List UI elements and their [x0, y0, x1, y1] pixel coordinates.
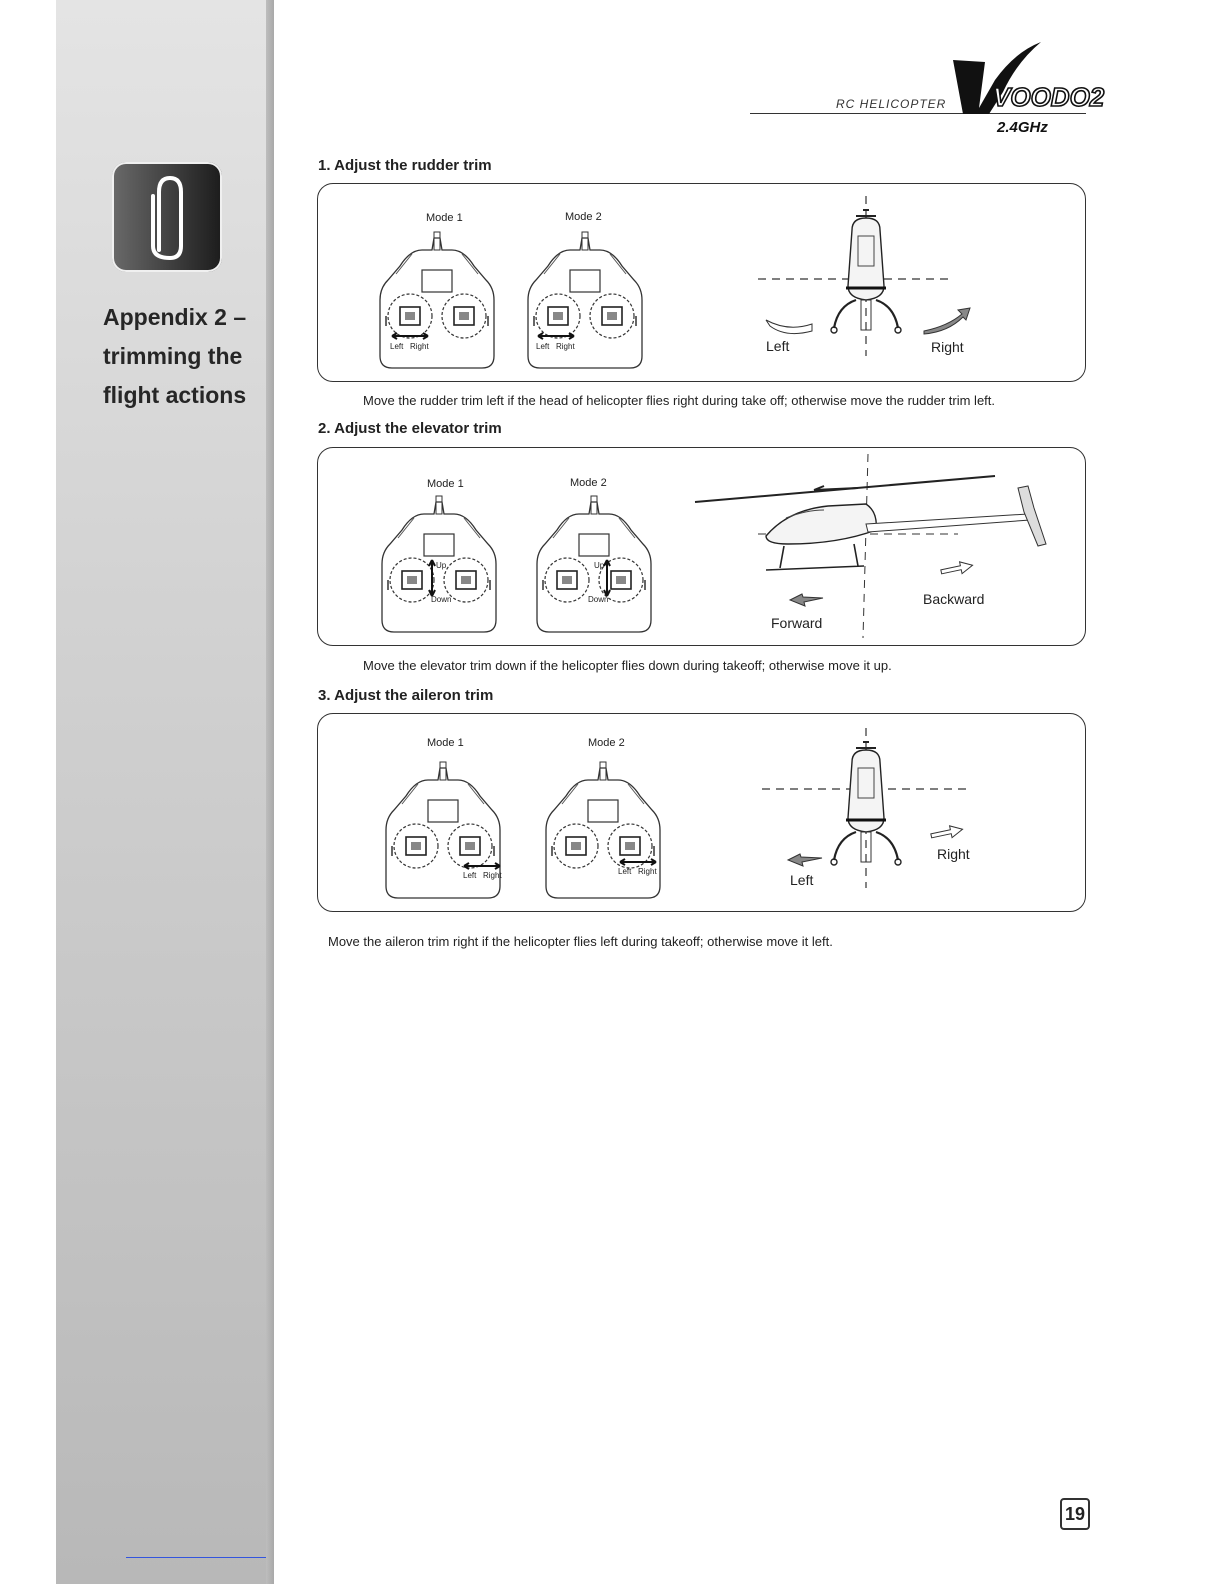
- page-number: 19: [1060, 1498, 1090, 1530]
- section-title-aileron: 3. Adjust the aileron trim: [318, 687, 494, 704]
- trim-up-label: Up: [436, 561, 447, 570]
- trim-right-label: Right: [410, 342, 429, 351]
- mode1-label: Mode 1: [427, 478, 464, 490]
- mode2-label: Mode 2: [588, 737, 625, 749]
- trim-left-label: Left: [463, 871, 477, 880]
- section-title-elevator: 2. Adjust the elevator trim: [318, 420, 502, 437]
- elevator-diagram-panel: [317, 447, 1086, 646]
- trim-left-label: Left: [390, 342, 404, 351]
- slide-right-arrow-icon: [930, 823, 964, 841]
- aileron-caption: Move the aileron trim right if the helicopter flies left during takeoff; otherwise move it left.: [328, 934, 833, 949]
- trim-left-label: Left: [536, 342, 550, 351]
- appendix-title-line: Appendix 2 –: [103, 304, 247, 330]
- direction-right-label: Right: [937, 846, 970, 862]
- left-right-arrow-icon: [392, 333, 574, 339]
- header-product-label: RC HELICOPTER: [836, 97, 947, 111]
- transmitter-mode2: [546, 762, 660, 898]
- page-header: [750, 40, 1105, 140]
- direction-left-label: Left: [790, 872, 814, 888]
- rotate-right-arrow-icon: [924, 308, 970, 334]
- direction-forward-label: Forward: [771, 615, 823, 631]
- mode2-label: Mode 2: [570, 477, 607, 489]
- elevator-caption: Move the elevator trim down if the helicopter flies down during takeoff; otherwise move it up.: [363, 658, 892, 673]
- helicopter-front-illustration: [831, 196, 901, 356]
- section-title-rudder: 1. Adjust the rudder trim: [318, 157, 492, 174]
- helicopter-front-illustration: [831, 728, 901, 888]
- paperclip-icon: [112, 162, 222, 272]
- band-label: 2.4GHz: [997, 119, 1048, 136]
- logo-text: VOODO2: [993, 82, 1105, 112]
- trim-down-label: Down: [588, 595, 609, 604]
- footer-link-underline: [126, 1557, 266, 1558]
- forward-arrow-icon: [790, 594, 823, 606]
- helicopter-side-illustration: [695, 454, 1046, 638]
- mode2-label: Mode 2: [565, 211, 602, 223]
- trim-right-label: Right: [556, 342, 575, 351]
- backward-arrow-icon: [940, 559, 974, 577]
- appendix-title-line: flight actions: [103, 382, 247, 408]
- rudder-caption: Move the rudder trim left if the head of helicopter flies right during take off; otherwise move the rudder trim left.: [363, 393, 996, 408]
- rudder-diagram-panel: [317, 183, 1086, 382]
- direction-left-label: Left: [766, 338, 790, 354]
- appendix-title-line: trimming the: [103, 343, 243, 369]
- sidebar-edge: [266, 0, 274, 1584]
- slide-left-arrow-icon: [788, 854, 822, 866]
- mode1-label: Mode 1: [426, 212, 463, 224]
- voodo2-logo: [945, 40, 1105, 136]
- appendix-title: [103, 298, 263, 415]
- aileron-diagram-panel: [317, 713, 1086, 912]
- rotate-left-arrow-icon: [766, 320, 812, 334]
- direction-right-label: Right: [931, 339, 964, 355]
- trim-down-label: Down: [431, 595, 452, 604]
- trim-right-label: Right: [483, 871, 502, 880]
- direction-backward-label: Backward: [923, 591, 985, 607]
- trim-right-label: Right: [638, 867, 657, 876]
- trim-left-label: Left: [618, 867, 632, 876]
- trim-up-label: Up: [594, 561, 605, 570]
- mode1-label: Mode 1: [427, 737, 464, 749]
